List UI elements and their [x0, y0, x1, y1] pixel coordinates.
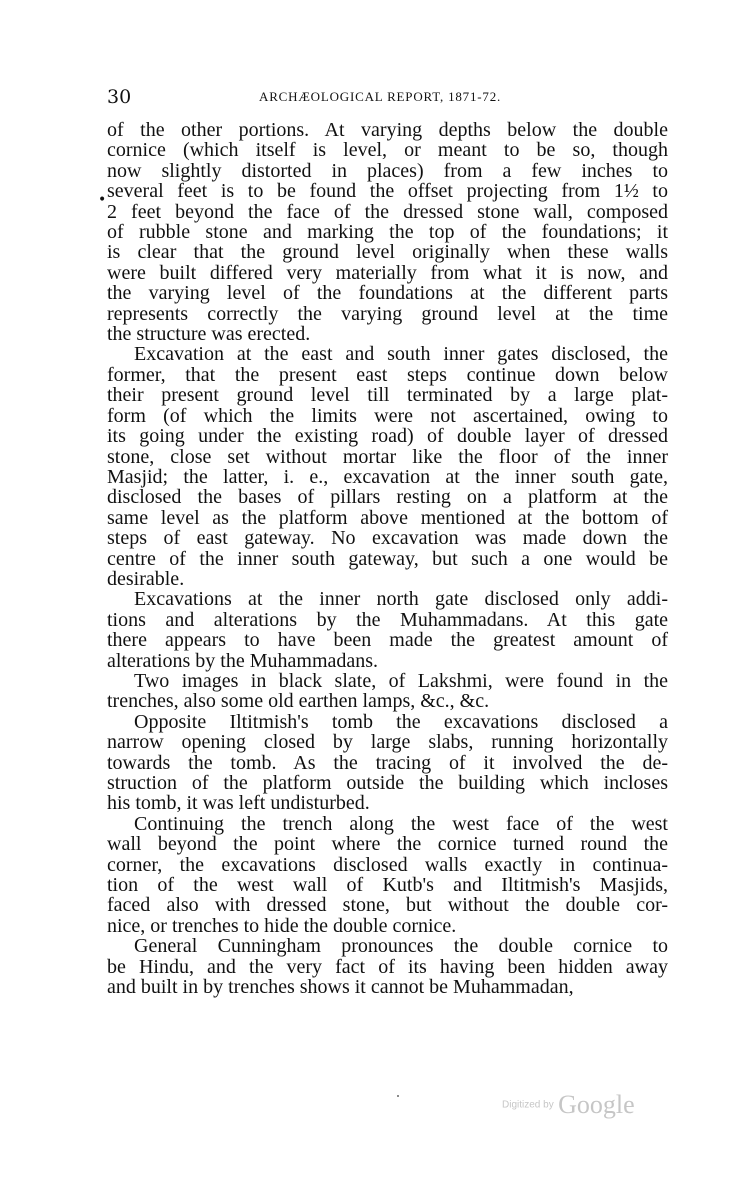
page-number: 30	[107, 86, 132, 108]
text-line: nice, or trenches to hide the double cornice.	[107, 914, 457, 937]
text-line: of the other portions. At varying depths below the double	[107, 119, 668, 141]
text-line: is clear that the ground level originally when these walls	[107, 241, 668, 264]
text-line: 2 feet beyond the face of the dressed stone wall, composed	[107, 200, 668, 223]
text-line: wall beyond the point where the cornice turned round the	[107, 833, 668, 856]
stray-dot	[397, 1095, 399, 1097]
text-line: narrow opening closed by large slabs, running horizontally	[107, 731, 668, 754]
paragraph	[107, 120, 668, 344]
running-title: ARCHÆOLOGICAL REPORT, 1871-72.	[259, 89, 502, 104]
text-line: General Cunningham pronounces the double cornice to	[134, 935, 668, 958]
text-line: its going under the existing road) of double layer of dressed	[107, 425, 668, 448]
text-line: desirable.	[107, 567, 185, 590]
text-line: now slightly distorted in places) from a few inches to	[107, 159, 668, 182]
text-line: be Hindu, and the very fact of its having been hidden away	[107, 955, 668, 978]
text-line: disclosed the bases of pillars resting on a platform at the	[107, 486, 668, 509]
page-header	[107, 86, 667, 108]
text-line: there appears to have been made the greatest amount of	[107, 629, 668, 652]
text-line: Opposite Iltitmish's tomb the excavations disclosed a	[134, 710, 668, 733]
text-line: steps of east gateway. No excavation was made down the	[107, 527, 668, 550]
text-line: corner, the excavations disclosed walls exactly in continua-	[107, 853, 668, 876]
text-line: Excavation at the east and south inner gates disclosed, the	[134, 343, 668, 366]
text-line: his tomb, it was left undisturbed.	[107, 792, 370, 815]
text-line: cornice (which itself is level, or meant to be so, though	[107, 139, 668, 162]
paragraph	[107, 589, 668, 671]
text-line: form (of which the limits were not ascertained, owing to	[107, 404, 668, 427]
text-line: of rubble stone and marking the top of the foundations; it	[107, 221, 668, 244]
text-line: Two images in black slate, of Lakshmi, were found in the	[134, 669, 668, 692]
paragraph	[107, 936, 668, 997]
text-line: Masjid; the latter, i. e., excavation at the inner south gate,	[107, 465, 668, 488]
text-line: alterations by the Muhammadans.	[107, 649, 379, 672]
text-line: several feet is to be found the offset projecting from 1½ to	[107, 180, 668, 203]
paragraph	[107, 671, 668, 712]
text-line: and built in by trenches shows it cannot be Muhammadan,	[107, 976, 574, 999]
margin-mark: •	[98, 192, 107, 208]
text-line: struction of the platform outside the building which incloses	[107, 772, 668, 794]
text-line: Excavations at the inner north gate disclosed only addi-	[134, 588, 668, 611]
text-line: faced also with dressed stone, but without the double cor-	[107, 894, 668, 917]
text-line: tions and alterations by the Muhammadans. At this gate	[107, 608, 668, 631]
text-line: the structure was erected.	[107, 323, 311, 346]
text-line: centre of the inner south gateway, but such a one would be	[107, 547, 668, 570]
text-line: represents correctly the varying ground level at the time	[107, 302, 668, 325]
text-line: were built differed very materially from what it is now, and	[107, 261, 668, 284]
text-line: Continuing the trench along the west face of the west	[134, 812, 668, 835]
text-line: tion of the west wall of Kutb's and Iltitmish's Masjids,	[107, 874, 668, 897]
text-line: stone, close set without mortar like the floor of the inner	[107, 445, 668, 468]
digitized-watermark	[502, 1090, 635, 1120]
watermark-prefix: Digitized by	[502, 1099, 554, 1111]
body-text	[107, 120, 668, 997]
text-line: trenches, also some old earthen lamps, &c., &c.	[107, 690, 490, 713]
paragraph	[107, 344, 668, 589]
watermark-brand: Google	[558, 1090, 635, 1119]
text-line: former, that the present east steps continue down below	[107, 363, 668, 386]
text-line: the varying level of the foundations at the different parts	[107, 282, 668, 305]
text-line: towards the tomb. As the tracing of it involved the de-	[107, 751, 668, 774]
paragraph	[107, 712, 668, 814]
text-line: their present ground level till terminated by a large plat-	[107, 384, 668, 407]
paragraph	[107, 814, 668, 936]
text-line: same level as the platform above mentioned at the bottom of	[107, 506, 668, 529]
